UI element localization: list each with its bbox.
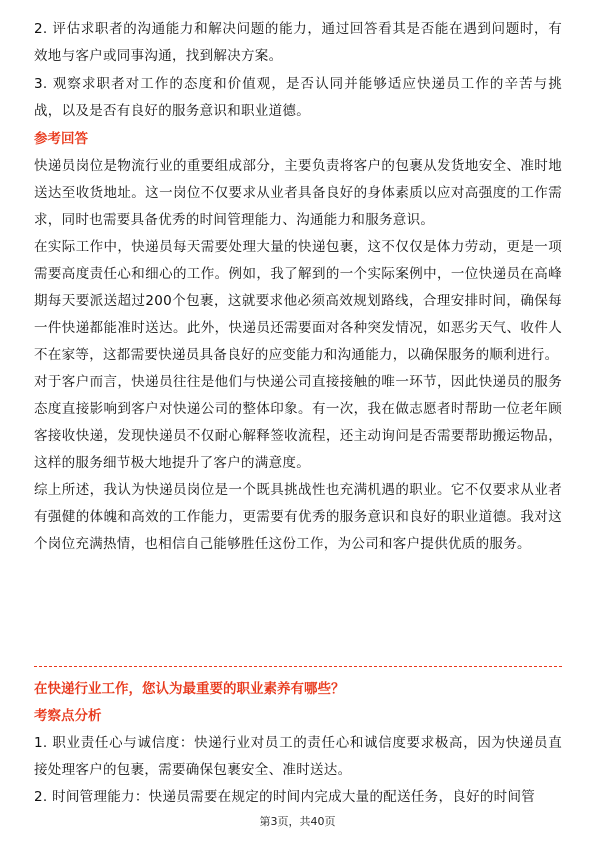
analysis-heading: 考察点分析 — [34, 708, 102, 724]
section-divider — [34, 666, 562, 667]
answer-paragraph-2: 在实际工作中，快递员每天需要处理大量的快递包裹，这不仅仅是体力劳动，更是一项需要高度责任心和细心的工作。例如，我了解到的一个实际案例中，一位快递员在高峰期每天要派送超过200个包裹，这就要求他必须高效规划路线，合理安排时间，确保每一件快递都能准时送达。此外，快递员还需要面对各种突发情况，如恶劣天气、收件人不在家等，这都需要快递员具备良好的应变能力和沟通能力，以确保服务的顺利进行。 — [34, 239, 562, 363]
page-number: 第3页，共40页 — [259, 815, 336, 828]
answer-paragraph-4: 综上所述，我认为快递员岗位是一个既具挑战性也充满机遇的职业。它不仅要求从业者有强健的体魄和高效的工作能力，更需要有优秀的服务意识和良好的职业道德。我对这个岗位充满热情，也相信自己能够胜任这份工作，为公司和客户提供优质的服务。 — [34, 482, 562, 552]
assessment-item-2: 2. 评估求职者的沟通能力和解决问题的能力，通过回答看其是否能在遇到问题时，有效地与客户或同事沟通，找到解决方案。 — [34, 21, 562, 64]
interview-question: 在快递行业工作，您认为最重要的职业素养有哪些？ — [34, 681, 345, 697]
analysis-item-2: 2. 时间管理能力：快递员需要在规定的时间内完成大量的配送任务，良好的时间管 — [34, 789, 536, 805]
next-question-block — [34, 676, 562, 811]
reference-answer-heading: 参考回答 — [34, 131, 88, 147]
answer-paragraph-1: 快递员岗位是物流行业的重要组成部分，主要负责将客户的包裹从发货地安全、准时地送达至收货地址。这一岗位不仅要求从业者具备良好的身体素质以应对高强度的工作需求，同时也需要具备优秀的时间管理能力、沟通能力和服务意识。 — [34, 158, 562, 228]
assessment-item-3: 3. 观察求职者对工作的态度和价值观，是否认同并能够适应快递员工作的辛苦与挑战，以及是否有良好的服务意识和职业道德。 — [34, 76, 562, 119]
answer-paragraph-3: 对于客户而言，快递员往往是他们与快递公司直接接触的唯一环节，因此快递员的服务态度直接影响到客户对快递公司的整体印象。有一次，我在做志愿者时帮助一位老年顾客接收快递，发现快递员不仅耐心解释签收流程，还主动询问是否需要帮助搬运物品，这样的服务细节极大地提升了客户的满意度。 — [34, 374, 562, 471]
page-content — [34, 16, 562, 558]
analysis-item-1: 1. 职业责任心与诚信度：快递行业对员工的责任心和诚信度要求极高，因为快递员直接处理客户的包裹，需要确保包裹安全、准时送达。 — [34, 735, 562, 778]
